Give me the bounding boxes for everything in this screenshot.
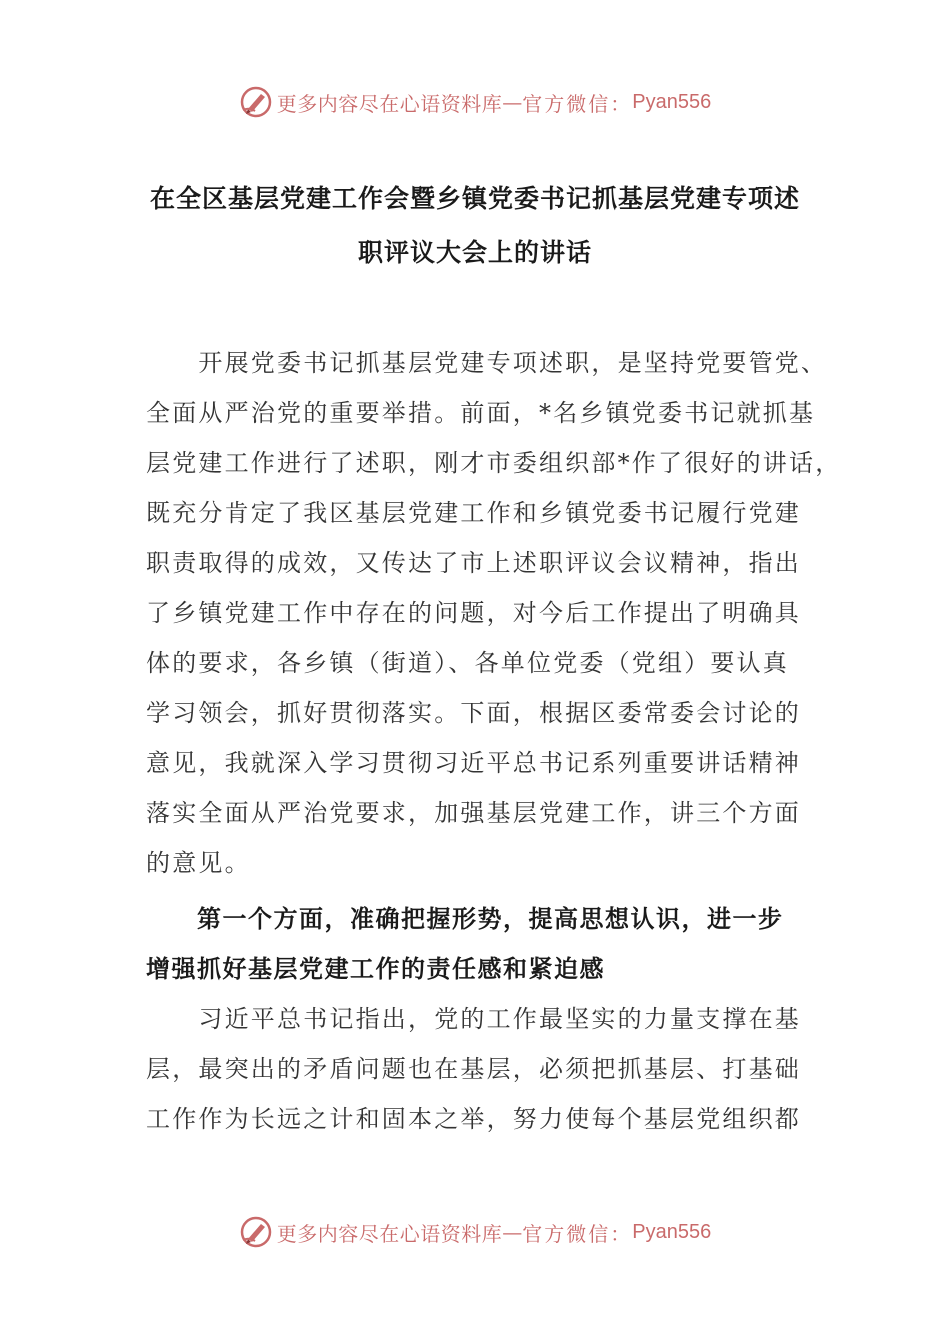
header-banner: [0, 80, 950, 124]
title-line: 职评议大会上的讲话: [357, 238, 592, 267]
pen-logo-icon: [239, 1215, 273, 1249]
text-line: 全面从严治党的重要举措。前面，*名乡镇党委书记就抓基: [146, 399, 816, 427]
text-line: 落实全面从严治党要求，加强基层党建工作，讲三个方面: [146, 799, 801, 827]
banner-brand-text: 更多内容尽在心语资料库: [276, 1221, 503, 1246]
text-line: 了乡镇党建工作中存在的问题，对今后工作提出了明确具: [146, 599, 801, 627]
banner-wechat-id: Pyan556: [632, 90, 712, 113]
document-body: [146, 338, 842, 1144]
text-line: 开展党委书记抓基层党建专项述职，是坚持党要管党、: [146, 349, 828, 377]
text-line: 习近平总书记指出，党的工作最坚实的力量支撑在基: [146, 1005, 801, 1033]
banner-brand-text: 更多内容尽在心语资料库: [276, 91, 503, 116]
section-heading-1: [146, 894, 816, 994]
title-line: 在全区基层党建工作会暨乡镇党委书记抓基层党建专项述: [149, 184, 800, 213]
banner-wechat-id: Pyan556: [632, 1220, 712, 1243]
banner-dash: —: [502, 90, 523, 114]
text-line: 层党建工作进行了述职，刚才市委组织部*作了很好的讲话，: [146, 449, 842, 477]
text-line: 工作作为长远之计和固本之举，努力使每个基层党组织都: [146, 1105, 801, 1133]
text-line: 体的要求，各乡镇（街道）、各单位党委（党组）要认真: [146, 649, 789, 677]
paragraph-section-1: [146, 994, 816, 1144]
document-title: [140, 172, 810, 280]
banner-official-label: 官方微信：: [522, 91, 633, 116]
text-line: 学习领会，抓好贯彻落实。下面，根据区委常委会讨论的: [146, 699, 801, 727]
text-line: 的意见。: [146, 849, 251, 877]
pen-logo-icon: [239, 85, 273, 119]
text-line: 职责取得的成效，又传达了市上述职评议会议精神，指出: [146, 549, 801, 577]
heading-line: 增强抓好基层党建工作的责任感和紧迫感: [146, 954, 605, 983]
footer-banner: [0, 1210, 950, 1254]
banner-dash: —: [502, 1220, 523, 1244]
heading-line: 第一个方面，准确把握形势，提高思想认识，进一步: [146, 904, 784, 933]
paragraph-intro: [146, 338, 842, 888]
text-line: 层，最突出的矛盾问题也在基层，必须把抓基层、打基础: [146, 1055, 801, 1083]
banner-official-label: 官方微信：: [522, 1221, 633, 1246]
text-line: 既充分肯定了我区基层党建工作和乡镇党委书记履行党建: [146, 499, 801, 527]
text-line: 意见，我就深入学习贯彻习近平总书记系列重要讲话精神: [146, 749, 801, 777]
